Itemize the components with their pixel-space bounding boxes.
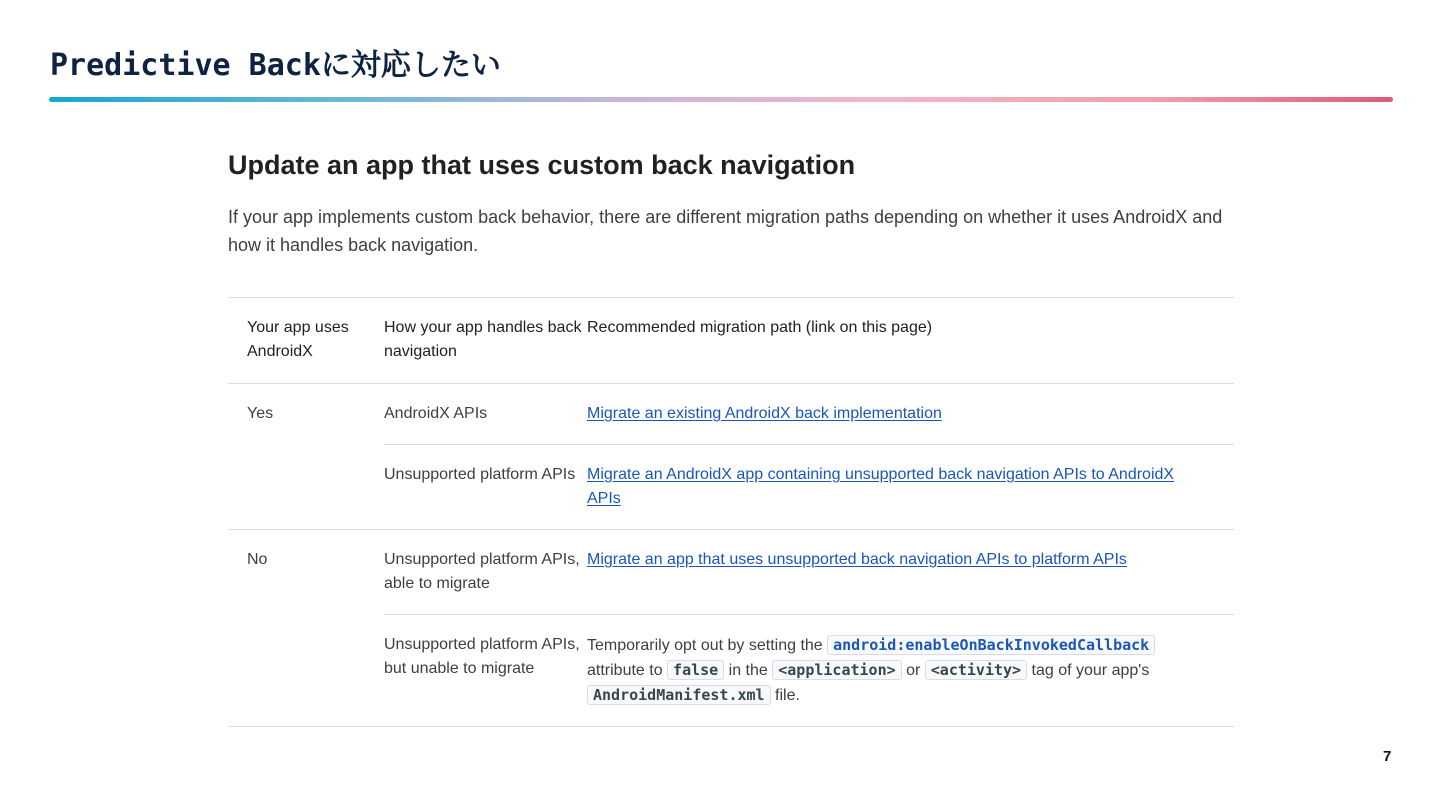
cell-uses-androidx-yes: Yes — [247, 405, 274, 422]
migration-table — [228, 297, 1234, 727]
code-application-tag: <application> — [772, 660, 901, 680]
cell-uses-androidx-no: No — [228, 530, 384, 615]
intro-paragraph: If your app implements custom back behavior, there are different migration paths depending on whether it uses AndroidX and how it handles back navigation. — [228, 207, 1223, 255]
code-manifest-file: AndroidManifest.xml — [587, 685, 771, 705]
title-gradient-rule — [49, 97, 1393, 102]
table-header-row — [228, 298, 1234, 384]
header-migration-path-bold: Recommended migration path — [587, 319, 802, 336]
header-uses-androidx: Your app uses AndroidX — [228, 298, 384, 384]
cell-uses-androidx-empty — [228, 445, 384, 530]
cell-handling: Unsupported platform APIs, but unable to migrate — [384, 615, 587, 727]
code-false: false — [667, 660, 724, 680]
opt-out-text: file. — [770, 687, 800, 704]
migrate-androidx-unsupported-link[interactable]: Migrate an AndroidX app containing unsupported back navigation APIs to AndroidX APIs — [587, 466, 1175, 507]
section-heading: Update an app that uses custom back navigation — [228, 150, 856, 180]
table-row — [228, 384, 1234, 445]
code-enable-callback[interactable]: android:enableOnBackInvokedCallback — [827, 635, 1155, 655]
doc-content — [228, 147, 1234, 259]
cell-handling: Unsupported platform APIs — [384, 445, 587, 530]
cell-handling: Unsupported platform APIs, able to migrate — [384, 530, 587, 615]
table-row — [228, 530, 1234, 615]
cell-handling: AndroidX APIs — [384, 405, 488, 422]
opt-out-text: attribute to — [587, 662, 668, 679]
opt-out-text: in the — [724, 662, 773, 679]
cell-uses-androidx-empty — [228, 615, 384, 727]
code-activity-tag: <activity> — [925, 660, 1027, 680]
migrate-androidx-link[interactable]: Migrate an existing AndroidX back implementation — [587, 405, 942, 422]
slide-title: Predictive Backに対応したい — [50, 48, 501, 83]
opt-out-text: or — [901, 662, 925, 679]
table-row — [228, 615, 1234, 727]
header-back-handling: How your app handles back navigation — [384, 298, 587, 384]
opt-out-text: tag of your app's — [1027, 662, 1150, 679]
header-migration-path-note: (link on this page) — [801, 319, 933, 336]
cell-migration-path — [587, 530, 1234, 615]
cell-migration-path — [587, 445, 1234, 530]
table-row — [228, 445, 1234, 530]
cell-opt-out-instructions — [587, 615, 1234, 727]
opt-out-text: Temporarily opt out by setting the — [587, 637, 828, 654]
cell-migration-path — [587, 384, 1234, 445]
page-number: 7 — [1383, 748, 1392, 765]
migrate-platform-apis-link[interactable]: Migrate an app that uses unsupported back navigation APIs to platform APIs — [587, 551, 1127, 568]
header-migration-path — [587, 298, 1234, 384]
